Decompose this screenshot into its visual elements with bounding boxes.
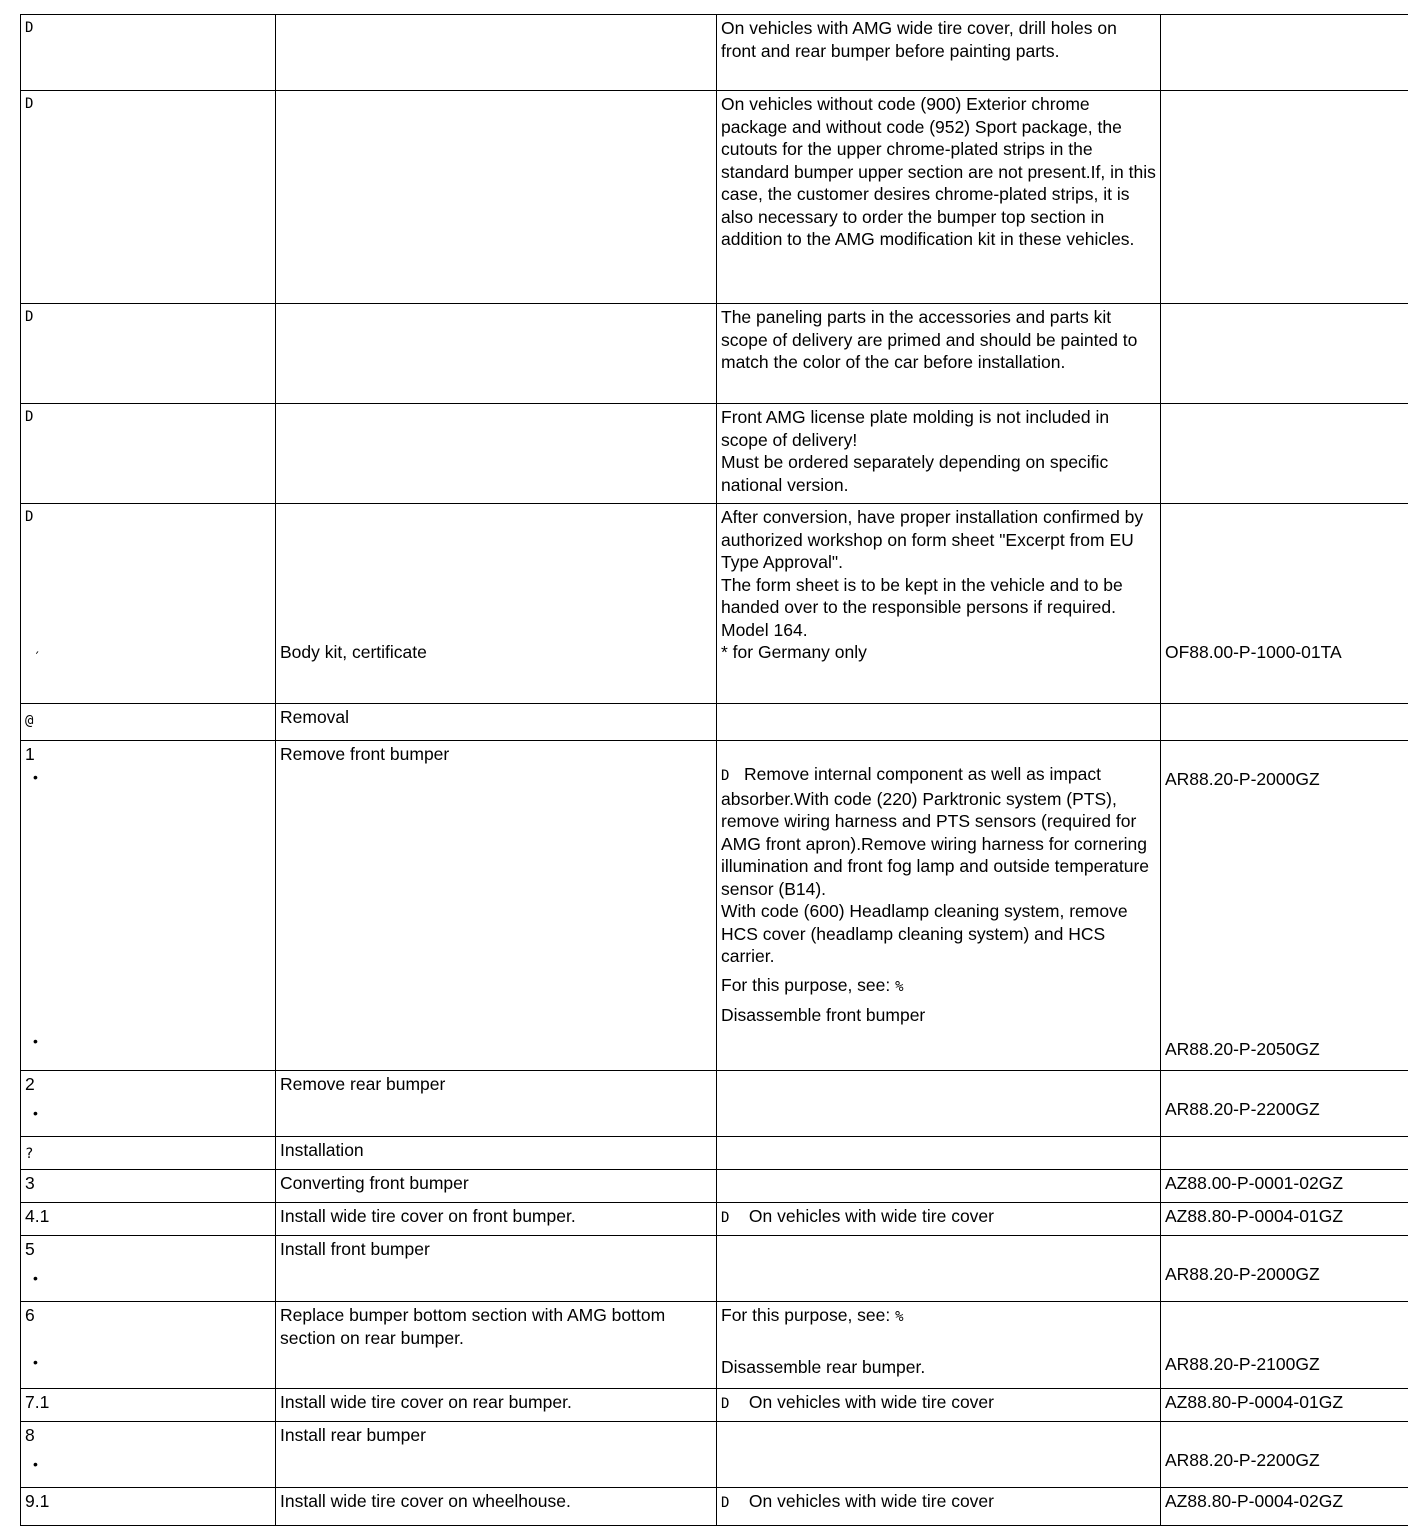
- section-heading: Removal: [276, 704, 717, 741]
- reference-link[interactable]: OF88.00-P-1000-01TA: [1165, 642, 1342, 662]
- step-cell: [21, 704, 276, 741]
- table-row: [21, 504, 1408, 704]
- reference-link[interactable]: AZ88.80-P-0004-02GZ: [1161, 1488, 1408, 1526]
- step-cell: [21, 15, 276, 91]
- operation-cell: [276, 15, 717, 91]
- bullet-icon: •: [33, 1455, 38, 1472]
- reference-link[interactable]: AR88.20-P-2100GZ: [1165, 1354, 1320, 1374]
- reference-link[interactable]: AZ88.80-P-0004-01GZ: [1161, 1203, 1408, 1236]
- reference-cell: [1161, 404, 1408, 504]
- step-number: 9.1: [21, 1488, 276, 1526]
- operation-cell: Remove rear bumper: [276, 1071, 717, 1137]
- table-row: [21, 1488, 1408, 1526]
- note-cell: D On vehicles with wide tire cover: [717, 1389, 1161, 1422]
- step-cell: [21, 1071, 276, 1137]
- note-cell: On vehicles with AMG wide tire cover, drill holes on front and rear bumper before painting parts.: [717, 15, 1161, 91]
- reference-arrow-icon: %: [895, 978, 904, 995]
- operation-cell: Install wide tire cover on front bumper.: [276, 1203, 717, 1236]
- note-marker: D: [25, 409, 34, 425]
- table-row: [21, 741, 1408, 1071]
- operation-cell: Install wide tire cover on wheelhouse.: [276, 1488, 717, 1526]
- operation-cell: Replace bumper bottom section with AMG bottom section on rear bumper.: [276, 1302, 717, 1389]
- note-text: For this purpose, see: %: [721, 974, 904, 995]
- step-number: 3: [21, 1170, 276, 1203]
- step-number: 6: [25, 1305, 35, 1325]
- operation-cell: Install rear bumper: [276, 1422, 717, 1488]
- note-cell: [717, 1236, 1161, 1302]
- reference-cell: [1161, 91, 1408, 304]
- reference-cell: [1161, 1236, 1408, 1302]
- note-text: Disassemble rear bumper.: [721, 1356, 926, 1377]
- section-heading: Installation: [276, 1137, 717, 1170]
- note-text: * for Germany only: [721, 642, 867, 662]
- note-cell: D On vehicles with wide tire cover: [717, 1203, 1161, 1236]
- step-number: 8: [25, 1425, 35, 1445]
- note-cell: [717, 504, 1161, 704]
- operation-cell: Install front bumper: [276, 1236, 717, 1302]
- certificate-marker: ′: [33, 649, 42, 666]
- reference-link[interactable]: AZ88.00-P-0001-02GZ: [1161, 1170, 1408, 1203]
- step-number: 2: [25, 1074, 35, 1094]
- step-cell: [21, 404, 276, 504]
- note-text: Model 164.: [721, 619, 808, 640]
- note-marker: D: [721, 1396, 730, 1412]
- step-cell: [21, 504, 276, 704]
- step-number: 4.1: [21, 1203, 276, 1236]
- note-cell: [717, 1170, 1161, 1203]
- table-row: [21, 304, 1408, 404]
- table-row: [21, 1302, 1408, 1389]
- table-row: [21, 1389, 1408, 1422]
- step-cell: [21, 1236, 276, 1302]
- operation-cell: [276, 404, 717, 504]
- reference-cell: [1161, 1422, 1408, 1488]
- note-marker: D: [25, 309, 34, 325]
- step-cell: [21, 1302, 276, 1389]
- note-cell: On vehicles without code (900) Exterior chrome package and without code (952) Sport package, the cutouts for the upper chrome-plated strips in the standard bumper upper section are not present.If, in this case, the customer desires chrome-plated strips, it is also necessary to order the bumper top section in addition to the AMG modification kit in these vehicles.: [717, 91, 1161, 304]
- table-row: [21, 404, 1408, 504]
- step-number: 5: [25, 1239, 35, 1259]
- procedure-table: [20, 14, 1408, 1526]
- table-row: [21, 1071, 1408, 1137]
- note-cell: [717, 1422, 1161, 1488]
- note-cell: [717, 404, 1161, 504]
- bullet-icon: •: [33, 1353, 38, 1370]
- bullet-icon: •: [33, 1104, 38, 1121]
- table-row: [21, 1170, 1408, 1203]
- table-row: [21, 1203, 1408, 1236]
- bullet-icon: •: [33, 1269, 38, 1286]
- operation-cell: Remove front bumper: [276, 741, 717, 1071]
- note-marker: D: [25, 20, 34, 36]
- note-text: Must be ordered separately depending on specific national version.: [721, 452, 1109, 495]
- note-marker: D: [721, 1495, 730, 1511]
- reference-link[interactable]: AZ88.80-P-0004-01GZ: [1161, 1389, 1408, 1422]
- operation-cell: Install wide tire cover on rear bumper.: [276, 1389, 717, 1422]
- note-text: After conversion, have proper installation confirmed by authorized workshop on form sheet "Excerpt from EU Type Approval".: [721, 507, 1144, 572]
- note-text: With code (600) Headlamp cleaning system, remove HCS cover (headlamp cleaning system) and HCS carrier.: [721, 901, 1128, 966]
- note-cell: D On vehicles with wide tire cover: [717, 1488, 1161, 1526]
- note-text: Disassemble front bumper: [721, 1005, 926, 1025]
- reference-link[interactable]: AR88.20-P-2050GZ: [1165, 1038, 1320, 1059]
- step-number: 1: [25, 744, 35, 764]
- note-cell: The paneling parts in the accessories and parts kit scope of delivery are primed and should be painted to match the color of the car before installation.: [717, 304, 1161, 404]
- table-row: [21, 1422, 1408, 1488]
- table-row: [21, 15, 1408, 91]
- installation-marker: ?: [25, 1146, 34, 1162]
- reference-cell: [1161, 15, 1408, 91]
- reference-link[interactable]: AR88.20-P-2000GZ: [1165, 769, 1320, 789]
- note-text: Front AMG license plate molding is not included in scope of delivery!: [721, 407, 1110, 450]
- note-cell: [717, 1302, 1161, 1389]
- note-marker: D: [25, 96, 34, 112]
- note-marker: D: [721, 768, 730, 784]
- note-marker: D: [721, 1210, 730, 1226]
- operation-cell: [276, 91, 717, 304]
- step-cell: [21, 1137, 276, 1170]
- note-cell: [717, 1071, 1161, 1137]
- operation-cell: Converting front bumper: [276, 1170, 717, 1203]
- reference-arrow-icon: %: [895, 1309, 904, 1325]
- table-row: [21, 91, 1408, 304]
- reference-cell: [1161, 1137, 1408, 1170]
- table-row: [21, 704, 1408, 741]
- table-row: [21, 1137, 1408, 1170]
- table-row: [21, 1236, 1408, 1302]
- step-cell: [21, 1422, 276, 1488]
- reference-link[interactable]: AR88.20-P-2200GZ: [1165, 1450, 1320, 1470]
- bullet-icon: •: [33, 768, 38, 785]
- reference-cell: [1161, 704, 1408, 741]
- reference-cell: [1161, 1071, 1408, 1137]
- note-marker: D: [25, 509, 34, 525]
- bullet-icon: •: [33, 1033, 38, 1049]
- note-text: The form sheet is to be kept in the vehicle and to be handed over to the responsible persons if required.: [721, 574, 1123, 617]
- step-cell: [21, 91, 276, 304]
- reference-cell: [1161, 1302, 1408, 1389]
- note-cell: [717, 1137, 1161, 1170]
- step-cell: [21, 741, 276, 1071]
- reference-cell: [1161, 504, 1408, 704]
- reference-link[interactable]: AR88.20-P-2200GZ: [1165, 1099, 1320, 1119]
- reference-link[interactable]: AR88.20-P-2000GZ: [1165, 1264, 1320, 1284]
- operation-cell: [276, 504, 717, 704]
- note-text: D Remove internal component as well as impact absorber.With code (220) Parktronic system (PTS), remove wiring harness and PTS sensors (required for AMG front apron).Remove wiring harness for cornering illumination and front fog lamp and outside temperature sensor (B14).: [721, 764, 1150, 899]
- note-cell: [717, 704, 1161, 741]
- reference-cell: [1161, 741, 1408, 1071]
- operation-cell: [276, 304, 717, 404]
- note-text: For this purpose, see: %: [721, 1305, 904, 1325]
- removal-marker: @: [25, 713, 34, 729]
- step-cell: [21, 304, 276, 404]
- note-cell: [717, 741, 1161, 1071]
- operation-text: Body kit, certificate: [280, 642, 427, 662]
- step-number: 7.1: [21, 1389, 276, 1422]
- reference-cell: [1161, 304, 1408, 404]
